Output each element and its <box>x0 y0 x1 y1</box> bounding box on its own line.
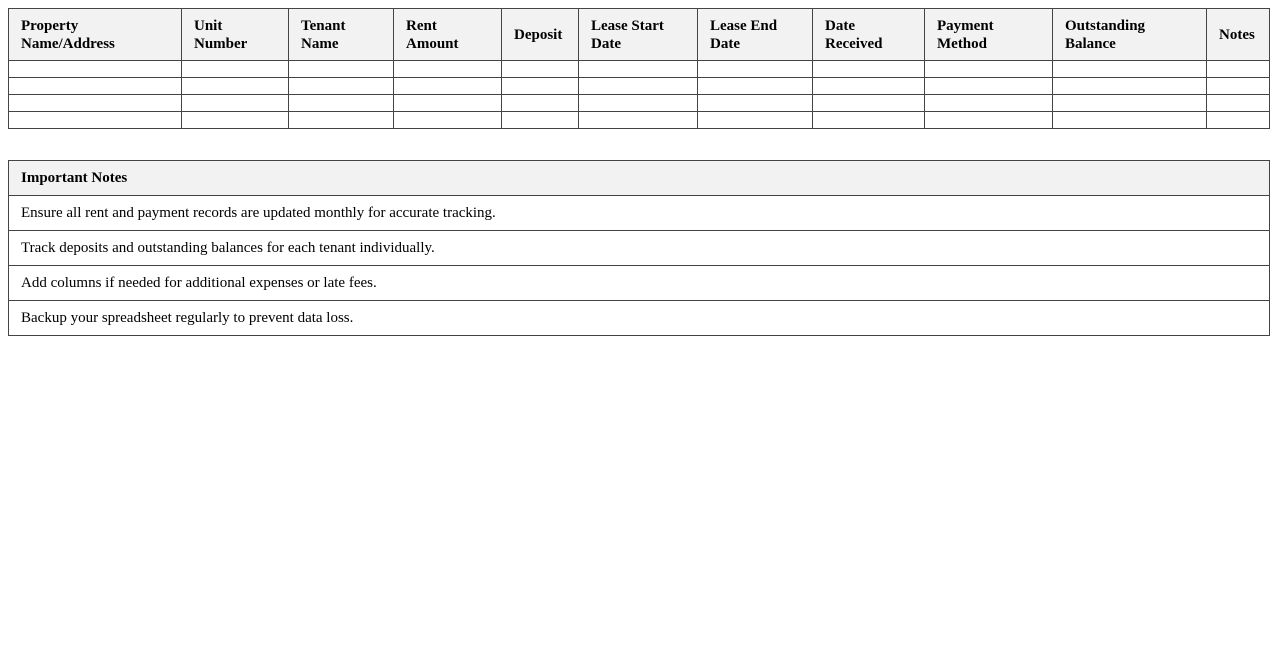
table-cell[interactable] <box>813 112 925 129</box>
table-row <box>9 78 1270 95</box>
table-cell[interactable] <box>1053 78 1207 95</box>
header-row <box>9 9 1270 61</box>
note-item: Add columns if needed for additional expenses or late fees. <box>9 266 1270 301</box>
note-item: Backup your spreadsheet regularly to prevent data loss. <box>9 301 1270 336</box>
table-cell[interactable] <box>394 61 502 78</box>
table-cell[interactable] <box>1053 95 1207 112</box>
header-outstanding-balance: Outstanding Balance <box>1053 9 1207 61</box>
table-cell[interactable] <box>698 78 813 95</box>
table-cell[interactable] <box>698 95 813 112</box>
header-lease-start: Lease Start Date <box>579 9 698 61</box>
table-cell[interactable] <box>502 95 579 112</box>
notes-title: Important Notes <box>9 161 1270 196</box>
table-cell[interactable] <box>813 78 925 95</box>
table-cell[interactable] <box>1053 112 1207 129</box>
table-cell[interactable] <box>289 78 394 95</box>
table-cell[interactable] <box>579 95 698 112</box>
table-cell[interactable] <box>925 61 1053 78</box>
table-cell[interactable] <box>9 61 182 78</box>
table-cell[interactable] <box>394 112 502 129</box>
header-property: Property Name/Address <box>9 9 182 61</box>
table-cell[interactable] <box>182 78 289 95</box>
header-date-received: Date Received <box>813 9 925 61</box>
table-cell[interactable] <box>1207 112 1270 129</box>
header-payment-method: Payment Method <box>925 9 1053 61</box>
header-rent-amount: Rent Amount <box>394 9 502 61</box>
table-cell[interactable] <box>579 112 698 129</box>
table-cell[interactable] <box>502 112 579 129</box>
header-lease-end: Lease End Date <box>698 9 813 61</box>
header-deposit: Deposit <box>502 9 579 61</box>
header-notes: Notes <box>1207 9 1270 61</box>
header-unit-number: Unit Number <box>182 9 289 61</box>
table-row <box>9 61 1270 78</box>
table-cell[interactable] <box>813 61 925 78</box>
table-cell[interactable] <box>925 78 1053 95</box>
table-cell[interactable] <box>394 95 502 112</box>
table-cell[interactable] <box>925 112 1053 129</box>
table-cell[interactable] <box>1207 78 1270 95</box>
table-cell[interactable] <box>698 61 813 78</box>
table-cell[interactable] <box>9 95 182 112</box>
table-cell[interactable] <box>813 95 925 112</box>
note-item: Ensure all rent and payment records are updated monthly for accurate tracking. <box>9 196 1270 231</box>
table-cell[interactable] <box>289 61 394 78</box>
table-row <box>9 95 1270 112</box>
table-cell[interactable] <box>394 78 502 95</box>
note-item: Track deposits and outstanding balances for each tenant individually. <box>9 231 1270 266</box>
table-cell[interactable] <box>182 95 289 112</box>
table-row <box>9 112 1270 129</box>
table-cell[interactable] <box>9 78 182 95</box>
table-cell[interactable] <box>579 61 698 78</box>
table-cell[interactable] <box>1207 95 1270 112</box>
table-cell[interactable] <box>502 61 579 78</box>
table-cell[interactable] <box>1053 61 1207 78</box>
table-cell[interactable] <box>182 61 289 78</box>
table-cell[interactable] <box>1207 61 1270 78</box>
table-cell[interactable] <box>289 95 394 112</box>
table-cell[interactable] <box>579 78 698 95</box>
rent-tracking-table <box>8 8 1270 129</box>
table-cell[interactable] <box>289 112 394 129</box>
table-cell[interactable] <box>182 112 289 129</box>
table-cell[interactable] <box>698 112 813 129</box>
table-cell[interactable] <box>502 78 579 95</box>
header-tenant-name: Tenant Name <box>289 9 394 61</box>
important-notes-table <box>8 160 1270 336</box>
table-cell[interactable] <box>9 112 182 129</box>
table-cell[interactable] <box>925 95 1053 112</box>
